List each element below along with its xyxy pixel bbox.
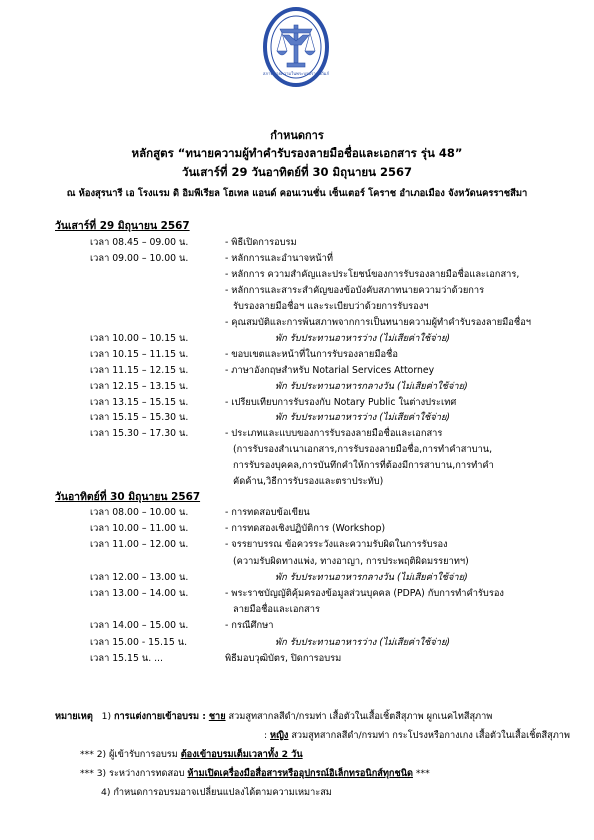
row-time: เวลา 08.45 – 09.00 น. — [90, 237, 189, 248]
row-description: - จรรยาบรรณ ข้อควรระวังและความรับผิดในการรับรอง — [225, 539, 448, 551]
row-description-continued: การรับรองบุคคล,การบันทึกคำให้การที่ต้องมีการสาบาน,การทำคำ — [233, 460, 494, 472]
note3-bold: ห้ามเปิดเครื่องมือสื่อสารหรืออุปกรณ์อิเล็กทรอนิกส์ทุกชนิด — [187, 768, 413, 779]
row-description: - การทดสอบข้อเขียน — [225, 507, 310, 518]
row-time: เวลา 10.00 – 11.00 น. — [90, 523, 189, 535]
row-time: เวลา 14.00 – 15.00 น. — [90, 620, 189, 632]
row-description-continued: ลายมือชื่อและเอกสาร — [233, 604, 320, 616]
schedule-row — [0, 537, 594, 553]
row-description-continued: รับรองลายมือชื่อฯ และระเบียบว่าด้วยการรับรองฯ — [233, 300, 429, 312]
note-4: 4) กำหนดการอบรมอาจเปลี่ยนแปลงได้ตามความเหมาะสม — [101, 787, 332, 798]
schedule-row — [0, 363, 594, 379]
row-time: เวลา 08.00 – 10.00 น. — [90, 507, 189, 518]
schedule-row — [0, 651, 594, 667]
row-time: เวลา 15.00 - 15.15 น. — [90, 636, 188, 648]
row-time: เวลา 13.00 – 14.00 น. — [90, 588, 189, 599]
schedule-row — [0, 426, 594, 442]
schedule-row — [0, 251, 594, 267]
row-description-continued: (การรับรองสำเนาเอกสาร,การรับรองลายมือชื่อ,การทำคำสาบาน, — [233, 444, 493, 456]
council-logo — [263, 7, 329, 87]
note-3 — [80, 767, 430, 781]
row-break: พัก รับประทานอาหารว่าง (ไม่เสียค่าใช้จ่าย) — [275, 412, 451, 424]
note1-title: การแต่งกายเข้าอบรม : — [113, 711, 206, 722]
row-break: พัก รับประทานอาหารว่าง (ไม่เสียค่าใช้จ่าย) — [275, 636, 451, 648]
schedule-row — [0, 235, 594, 251]
row-description: - หลักการ ความสำคัญและประโยชน์ของการรับรองลายมือชื่อและเอกสาร, — [225, 268, 520, 280]
row-time: เวลา 10.00 – 10.15 น. — [90, 332, 189, 344]
day1-heading: วันเสาร์ที่ 29 มิถุนายน 2567 — [55, 220, 190, 232]
row-time: เวลา 09.00 – 10.00 น. — [90, 252, 189, 264]
row-time: เวลา 15.15 – 15.30 น. — [90, 412, 189, 424]
schedule-row — [0, 521, 594, 537]
row-time: เวลา 11.00 – 12.00 น. — [90, 539, 189, 551]
row-description: - พระราชบัญญัติคุ้มครองข้อมูลส่วนบุคคล (PDPA) กับการทำคำรับรอง — [225, 588, 504, 599]
notes-label: หมายเหตุ — [55, 711, 93, 722]
row-description: - ขอบเขตและหน้าที่ในการรับรองลายมือชื่อ — [225, 348, 398, 360]
note2-prefix: *** 2) ผู้เข้ารับการอบรม — [80, 749, 178, 760]
schedule-row — [0, 602, 594, 618]
schedule-row — [0, 635, 594, 651]
row-description: พิธีมอบวุฒิบัตร, ปิดการอบรม — [225, 652, 342, 664]
note-1-female: : หญิง สวมสูทสากลสีดำ/กรมท่า กระโปรงหรือกางเกง เสื้อตัวในเสื้อเชิ้ตสีสุภาพ — [264, 730, 570, 741]
note1-female: หญิง — [270, 730, 289, 741]
note3-prefix: *** 3) ระหว่างการทดสอบ — [80, 768, 185, 779]
schedule-row — [0, 410, 594, 426]
schedule-row — [0, 618, 594, 634]
row-description: - การทดสองเชิงปฏิบัติการ (Workshop) — [225, 523, 386, 535]
schedule-row — [0, 458, 594, 474]
note1-male-text: สวมสูทสากลสีดำ/กรมท่า เสื้อตัวในเสื้อเชิ้ตสีสุภาพ ผูกเนคไทสีสุภาพ — [228, 711, 493, 722]
course-venue: ณ ห้องสุรนารี เอ โรงแรม ดิ อิมพีเรียล โฮเทล แอนด์ คอนเวนชั่น เซ็นเตอร์ โคราช อำเภอเมือง จังหวัดนครราชสีมา — [66, 188, 528, 199]
row-description: - หลักการและสาระสำคัญของข้อบังคับสภาทนายความว่าด้วยการ — [225, 284, 485, 296]
row-break: พัก รับประทานอาหารว่าง (ไม่เสียค่าใช้จ่าย) — [275, 332, 451, 344]
note1-number: 1) — [101, 711, 112, 722]
row-time: เวลา 11.15 – 12.15 น. — [90, 364, 189, 376]
schedule-row — [0, 570, 594, 586]
row-break: พัก รับประทานอาหารกลางวัน (ไม่เสียค่าใช้จ่าย) — [275, 571, 468, 583]
note-2 — [80, 748, 303, 762]
note2-bold: ต้องเข้าอบรมเต็มเวลาทั้ง 2 วัน — [180, 749, 303, 760]
course-date: วันเสาร์ที่ 29 วันอาทิตย์ที่ 30 มิถุนายน 2567 — [181, 165, 413, 179]
row-time: เวลา 12.00 – 13.00 น. — [90, 571, 189, 583]
schedule-row — [0, 299, 594, 315]
schedule-row — [0, 267, 594, 283]
schedule-row — [0, 554, 594, 570]
row-time: เวลา 15.15 น. ... — [90, 652, 163, 664]
row-description: - กรณีศึกษา — [225, 620, 274, 632]
row-description: - หลักการและอำนาจหน้าที่ — [225, 252, 333, 264]
schedule-row — [0, 379, 594, 395]
row-description: - คุณสมบัติและการพ้นสภาพจากการเป็นทนายความผู้ทำคำรับรองลายมือชื่อฯ — [225, 316, 532, 328]
row-description: - ประเภทและแบบของการรับรองลายมือชื่อและเอกสาร — [225, 428, 443, 440]
row-time: เวลา 13.15 – 15.15 น. — [90, 396, 189, 408]
row-description-continued: คัดค้าน,วิธีการรับรองและตราประทับ) — [233, 476, 384, 488]
schedule-row — [0, 331, 594, 347]
note1-male: ชาย — [208, 711, 226, 722]
note-1 — [55, 710, 492, 724]
schedule-row — [0, 442, 594, 458]
schedule-row — [0, 347, 594, 363]
row-description-continued: (ความรับผิดทางแพ่ง, ทางอาญา, การประพฤติผิดมรรยาทฯ) — [233, 555, 469, 567]
course-title: หลักสูตร “ทนายความผู้ทำคำรับรองลายมือชื่อและเอกสาร รุ่น 48” — [131, 146, 463, 160]
row-break: พัก รับประทานอาหารกลางวัน (ไม่เสียค่าใช้จ่าย) — [275, 380, 468, 392]
row-time: เวลา 12.15 – 13.15 น. — [90, 380, 189, 392]
day2-heading: วันอาทิตย์ที่ 30 มิถุนายน 2567 — [55, 491, 201, 503]
logo-text: สภาทนายความในพระบรมราชูปถัมภ์ — [263, 71, 329, 76]
row-description: - พิธีเปิดการอบรม — [225, 237, 297, 248]
schedule-row — [0, 283, 594, 299]
schedule-row — [0, 586, 594, 602]
schedule-row — [0, 315, 594, 331]
row-time: เวลา 10.15 – 11.15 น. — [90, 348, 189, 360]
document-title: กำหนดการ — [270, 129, 324, 142]
row-description: - ภาษาอังกฤษสำหรับ Notarial Services Attorney — [225, 364, 435, 376]
schedule-row — [0, 505, 594, 521]
note3-suffix: *** — [415, 768, 430, 779]
note1-female-text: สวมสูทสากลสีดำ/กรมท่า กระโปรงหรือกางเกง เสื้อตัวในเสื้อเชิ้ตสีสุภาพ — [291, 730, 570, 741]
row-description: - เปรียบเทียบการรับรองกับ Notary Public ในต่างประเทศ — [225, 396, 457, 408]
schedule-row — [0, 395, 594, 411]
row-time: เวลา 15.30 – 17.30 น. — [90, 428, 189, 440]
